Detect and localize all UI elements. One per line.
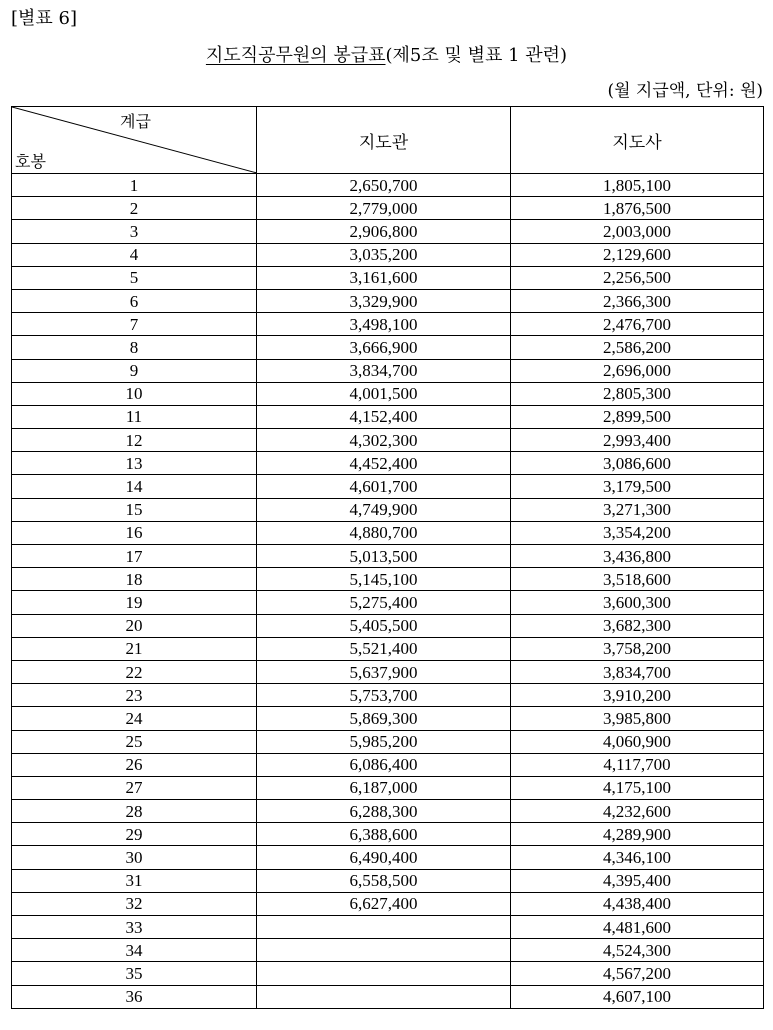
step-cell: 23 — [12, 684, 257, 707]
step-cell: 1 — [12, 174, 257, 197]
step-cell: 22 — [12, 660, 257, 683]
corner-header-cell — [12, 107, 257, 174]
table-row — [12, 962, 764, 985]
jidogwan-salary-cell: 5,013,500 — [257, 545, 511, 568]
jidogwan-salary-cell: 4,452,400 — [257, 452, 511, 475]
step-cell: 35 — [12, 962, 257, 985]
jidogwan-salary-cell: 3,666,900 — [257, 336, 511, 359]
jidogwan-salary-cell: 5,145,100 — [257, 568, 511, 591]
jidosa-salary-cell: 3,600,300 — [511, 591, 764, 614]
jidogwan-salary-cell — [257, 985, 511, 1008]
jidosa-salary-cell: 3,518,600 — [511, 568, 764, 591]
header-jidosa: 지도사 — [511, 107, 764, 174]
title-main: 지도직공무원의 봉급표 — [205, 45, 386, 66]
jidogwan-salary-cell: 5,869,300 — [257, 707, 511, 730]
table-row — [12, 498, 764, 521]
table-row — [12, 753, 764, 776]
table-row — [12, 985, 764, 1008]
jidogwan-salary-cell: 6,388,600 — [257, 823, 511, 846]
step-cell: 31 — [12, 869, 257, 892]
jidosa-salary-cell: 2,256,500 — [511, 266, 764, 289]
table-row — [12, 939, 764, 962]
jidosa-salary-cell: 3,271,300 — [511, 498, 764, 521]
jidosa-salary-cell: 4,567,200 — [511, 962, 764, 985]
step-cell: 25 — [12, 730, 257, 753]
jidogwan-salary-cell: 2,779,000 — [257, 197, 511, 220]
jidosa-salary-cell: 1,805,100 — [511, 174, 764, 197]
table-row — [12, 916, 764, 939]
table-row — [12, 197, 764, 220]
step-cell: 7 — [12, 313, 257, 336]
table-row — [12, 359, 764, 382]
jidosa-salary-cell: 4,438,400 — [511, 892, 764, 915]
table-header-row — [12, 107, 764, 174]
table-row — [12, 405, 764, 428]
table-row — [12, 452, 764, 475]
jidosa-salary-cell: 3,354,200 — [511, 521, 764, 544]
jidosa-salary-cell: 4,524,300 — [511, 939, 764, 962]
step-cell: 19 — [12, 591, 257, 614]
salary-table — [11, 106, 764, 1009]
jidogwan-salary-cell: 5,275,400 — [257, 591, 511, 614]
jidosa-salary-cell: 3,985,800 — [511, 707, 764, 730]
step-cell: 17 — [12, 545, 257, 568]
step-cell: 10 — [12, 382, 257, 405]
table-row — [12, 823, 764, 846]
corner-rank-label: 계급 — [120, 112, 151, 131]
step-cell: 18 — [12, 568, 257, 591]
table-row — [12, 429, 764, 452]
annex-label: [별표 6] — [11, 8, 77, 29]
jidosa-salary-cell: 3,758,200 — [511, 637, 764, 660]
jidosa-salary-cell: 3,179,500 — [511, 475, 764, 498]
table-row — [12, 243, 764, 266]
jidogwan-salary-cell: 6,086,400 — [257, 753, 511, 776]
step-cell: 30 — [12, 846, 257, 869]
jidosa-salary-cell: 3,834,700 — [511, 660, 764, 683]
table-row — [12, 892, 764, 915]
jidogwan-salary-cell: 6,490,400 — [257, 846, 511, 869]
jidogwan-salary-cell: 5,405,500 — [257, 614, 511, 637]
jidosa-salary-cell: 4,232,600 — [511, 800, 764, 823]
jidosa-salary-cell: 4,117,700 — [511, 753, 764, 776]
step-cell: 28 — [12, 800, 257, 823]
table-row — [12, 475, 764, 498]
jidosa-salary-cell: 4,289,900 — [511, 823, 764, 846]
table-row — [12, 336, 764, 359]
step-cell: 20 — [12, 614, 257, 637]
table-row — [12, 289, 764, 312]
jidosa-salary-cell: 3,910,200 — [511, 684, 764, 707]
jidogwan-salary-cell: 3,161,600 — [257, 266, 511, 289]
table-row — [12, 382, 764, 405]
table-row — [12, 521, 764, 544]
jidogwan-salary-cell: 6,558,500 — [257, 869, 511, 892]
jidosa-salary-cell: 4,346,100 — [511, 846, 764, 869]
table-row — [12, 707, 764, 730]
step-cell: 24 — [12, 707, 257, 730]
jidogwan-salary-cell: 6,288,300 — [257, 800, 511, 823]
step-cell: 26 — [12, 753, 257, 776]
jidosa-salary-cell: 2,993,400 — [511, 429, 764, 452]
table-row — [12, 545, 764, 568]
jidosa-salary-cell: 4,607,100 — [511, 985, 764, 1008]
table-row — [12, 568, 764, 591]
step-cell: 21 — [12, 637, 257, 660]
document-title — [0, 44, 773, 68]
jidogwan-salary-cell: 4,302,300 — [257, 429, 511, 452]
jidogwan-salary-cell: 3,329,900 — [257, 289, 511, 312]
table-row — [12, 684, 764, 707]
step-cell: 33 — [12, 916, 257, 939]
jidogwan-salary-cell: 5,521,400 — [257, 637, 511, 660]
table-row — [12, 776, 764, 799]
step-cell: 4 — [12, 243, 257, 266]
jidogwan-salary-cell: 4,601,700 — [257, 475, 511, 498]
jidogwan-salary-cell: 3,035,200 — [257, 243, 511, 266]
table-row — [12, 313, 764, 336]
step-cell: 13 — [12, 452, 257, 475]
step-cell: 36 — [12, 985, 257, 1008]
step-cell: 11 — [12, 405, 257, 428]
header-jidogwan: 지도관 — [257, 107, 511, 174]
jidosa-salary-cell: 2,129,600 — [511, 243, 764, 266]
table-row — [12, 591, 764, 614]
jidogwan-salary-cell: 2,650,700 — [257, 174, 511, 197]
corner-step-label: 호봉 — [15, 152, 46, 171]
step-cell: 12 — [12, 429, 257, 452]
step-cell: 5 — [12, 266, 257, 289]
unit-note: (월 지급액, 단위: 원) — [607, 81, 763, 101]
step-cell: 27 — [12, 776, 257, 799]
table-row — [12, 869, 764, 892]
table-row — [12, 174, 764, 197]
step-cell: 9 — [12, 359, 257, 382]
jidogwan-salary-cell: 3,834,700 — [257, 359, 511, 382]
jidosa-salary-cell: 2,476,700 — [511, 313, 764, 336]
jidosa-salary-cell: 2,003,000 — [511, 220, 764, 243]
step-cell: 34 — [12, 939, 257, 962]
step-cell: 3 — [12, 220, 257, 243]
jidogwan-salary-cell: 4,880,700 — [257, 521, 511, 544]
jidogwan-salary-cell: 5,753,700 — [257, 684, 511, 707]
jidosa-salary-cell: 3,682,300 — [511, 614, 764, 637]
table-row — [12, 637, 764, 660]
jidogwan-salary-cell: 6,187,000 — [257, 776, 511, 799]
jidosa-salary-cell: 4,175,100 — [511, 776, 764, 799]
jidogwan-salary-cell — [257, 962, 511, 985]
step-cell: 14 — [12, 475, 257, 498]
jidosa-salary-cell: 4,060,900 — [511, 730, 764, 753]
step-cell: 32 — [12, 892, 257, 915]
jidogwan-salary-cell: 4,001,500 — [257, 382, 511, 405]
step-cell: 29 — [12, 823, 257, 846]
jidosa-salary-cell: 4,395,400 — [511, 869, 764, 892]
step-cell: 6 — [12, 289, 257, 312]
table-row — [12, 220, 764, 243]
table-row — [12, 266, 764, 289]
table-row — [12, 614, 764, 637]
jidogwan-salary-cell: 2,906,800 — [257, 220, 511, 243]
jidosa-salary-cell: 4,481,600 — [511, 916, 764, 939]
table-row — [12, 660, 764, 683]
jidosa-salary-cell: 2,696,000 — [511, 359, 764, 382]
jidosa-salary-cell: 3,436,800 — [511, 545, 764, 568]
table-row — [12, 730, 764, 753]
step-cell: 15 — [12, 498, 257, 521]
jidogwan-salary-cell: 5,985,200 — [257, 730, 511, 753]
jidogwan-salary-cell: 6,627,400 — [257, 892, 511, 915]
jidosa-salary-cell: 2,805,300 — [511, 382, 764, 405]
step-cell: 2 — [12, 197, 257, 220]
jidogwan-salary-cell — [257, 939, 511, 962]
jidosa-salary-cell: 2,366,300 — [511, 289, 764, 312]
table-body — [12, 174, 764, 1009]
jidogwan-salary-cell: 4,749,900 — [257, 498, 511, 521]
jidosa-salary-cell: 2,586,200 — [511, 336, 764, 359]
jidogwan-salary-cell: 3,498,100 — [257, 313, 511, 336]
table-row — [12, 800, 764, 823]
table-row — [12, 846, 764, 869]
title-suffix: (제5조 및 별표 1 관련) — [385, 45, 568, 66]
step-cell: 16 — [12, 521, 257, 544]
jidosa-salary-cell: 1,876,500 — [511, 197, 764, 220]
step-cell: 8 — [12, 336, 257, 359]
jidogwan-salary-cell: 5,637,900 — [257, 660, 511, 683]
jidosa-salary-cell: 2,899,500 — [511, 405, 764, 428]
jidosa-salary-cell: 3,086,600 — [511, 452, 764, 475]
jidogwan-salary-cell: 4,152,400 — [257, 405, 511, 428]
jidogwan-salary-cell — [257, 916, 511, 939]
